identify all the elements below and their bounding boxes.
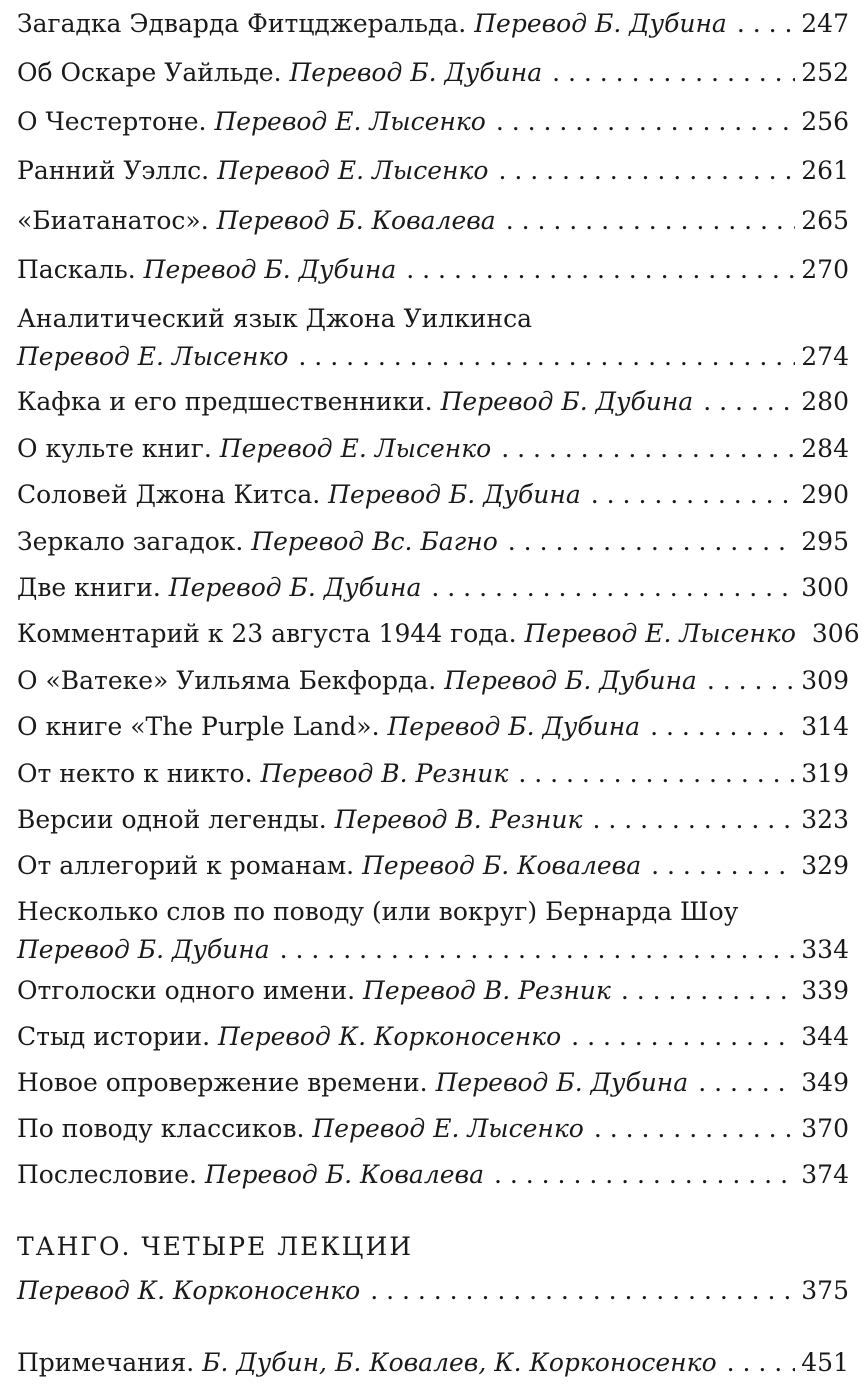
dot-leader <box>651 847 795 885</box>
entry-title: От аллегорий к романам. <box>17 851 355 880</box>
toc-entry-notes <box>17 1344 849 1382</box>
entry-page-number: 284 <box>801 434 849 463</box>
entry-page-number: 314 <box>801 712 849 741</box>
section-heading: ТАНГО. ЧЕТЫРЕ ЛЕКЦИИ <box>17 1232 414 1261</box>
entry-page-number: 319 <box>801 759 849 788</box>
dot-leader <box>496 103 795 141</box>
dot-leader <box>707 662 795 700</box>
entry-page-number: 300 <box>801 573 849 602</box>
toc-entry <box>17 1272 849 1310</box>
entry-translator: Перевод В. Резник <box>363 976 611 1005</box>
dot-leader <box>650 708 795 746</box>
toc-entry <box>17 662 849 700</box>
entry-title: О «Ватеке» Уильяма Бекфорда. <box>17 666 437 695</box>
dot-leader <box>406 251 795 289</box>
dot-leader <box>737 5 795 43</box>
dot-leader <box>431 569 795 607</box>
entry-page-number: 256 <box>801 107 849 136</box>
entry-page-number: 344 <box>801 1022 849 1051</box>
entry-page-number: 290 <box>801 480 849 509</box>
entry-title: Об Оскаре Уайльде. <box>17 58 282 87</box>
entry-title: От некто к никто. <box>17 759 253 788</box>
entry-title: Паскаль. <box>17 255 136 284</box>
entry-page-number: 247 <box>801 9 849 38</box>
dot-leader <box>698 1064 795 1102</box>
toc-entry <box>17 847 849 885</box>
entry-translator: Перевод Вс. Багно <box>251 527 498 556</box>
entry-translator: Перевод Е. Лысенко <box>217 156 489 185</box>
toc-entry <box>17 251 849 289</box>
entry-page-number: 451 <box>801 1348 849 1377</box>
entry-translator: Перевод Б. Дубина <box>440 387 694 416</box>
entry-translator: Перевод Б. Дубина <box>143 255 397 284</box>
dot-leader <box>494 1156 795 1194</box>
entry-title: Примечания. <box>17 1348 195 1377</box>
entry-title: Зеркало загадок. <box>17 527 244 556</box>
toc-entry <box>17 54 849 92</box>
entry-translator: Перевод Б. Дубина <box>387 712 641 741</box>
entry-title: Версии одной легенды. <box>17 805 327 834</box>
dot-leader <box>370 1272 795 1310</box>
entry-page-number: 265 <box>801 206 849 235</box>
entry-page-number: 339 <box>801 976 849 1005</box>
entry-title: О культе книг. <box>17 434 212 463</box>
toc-entry <box>17 300 849 376</box>
entry-title: Кафка и его предшественники. <box>17 387 433 416</box>
toc-entry <box>17 893 849 969</box>
entry-translator: Перевод Б. Дубина <box>168 573 422 602</box>
toc-entry <box>17 1156 849 1194</box>
dot-leader <box>594 1110 795 1148</box>
toc-entry <box>17 202 849 240</box>
entry-translator: Перевод Е. Лысенко <box>219 434 492 463</box>
entry-translator: Перевод Б. Дубина <box>474 9 727 38</box>
toc-entry <box>17 569 849 607</box>
entry-translator: Перевод Е. Лысенко <box>312 1114 584 1143</box>
entry-authors: Б. Дубин, Б. Ковалев, К. Корконосенко <box>202 1348 717 1377</box>
entry-title: Аналитический язык Джона Уилкинса <box>17 304 532 333</box>
toc-entry <box>17 615 860 653</box>
entry-title: Загадка Эдварда Фитцджеральда. <box>17 9 467 38</box>
entry-translator: Перевод Б. Ковалева <box>362 851 642 880</box>
toc-entry <box>17 523 849 561</box>
toc-entry <box>17 1018 849 1056</box>
entry-title: Стыд истории. <box>17 1022 211 1051</box>
toc-entry <box>17 801 849 839</box>
entry-page-number: 349 <box>801 1068 849 1097</box>
entry-title: О Честертоне. <box>17 107 207 136</box>
dot-leader <box>727 1344 796 1382</box>
entry-page-number: 370 <box>801 1114 849 1143</box>
entry-title: Ранний Уэллс. <box>17 156 210 185</box>
toc-entry <box>17 755 849 793</box>
entry-title: По поводу классиков. <box>17 1114 305 1143</box>
entry-translator: Перевод Б. Дубина <box>435 1068 689 1097</box>
toc-entry <box>17 476 849 514</box>
entry-page-number: 374 <box>801 1160 849 1189</box>
dot-leader <box>506 202 796 240</box>
entry-page-number: 295 <box>801 527 849 556</box>
dot-leader <box>501 430 795 468</box>
dot-leader <box>518 755 795 793</box>
entry-page-number: 334 <box>801 935 849 964</box>
dot-leader <box>591 476 796 514</box>
entry-title: О книге «The Purple Land». <box>17 712 380 741</box>
dot-leader <box>552 54 795 92</box>
dot-leader <box>280 931 796 969</box>
toc-entry <box>17 708 849 746</box>
entry-translator: Перевод Е. Лысенко <box>17 342 289 371</box>
dot-leader <box>508 523 796 561</box>
entry-page-number: 323 <box>801 805 849 834</box>
entry-title: «Биатанатос». <box>17 206 209 235</box>
entry-page-number: 375 <box>801 1276 849 1305</box>
toc-entry <box>17 1110 849 1148</box>
entry-page-number: 274 <box>801 342 849 371</box>
toc-entry <box>17 430 849 468</box>
entry-title: Послесловие. <box>17 1160 197 1189</box>
entry-page-number: 261 <box>801 156 849 185</box>
toc-entry <box>17 5 849 43</box>
dot-leader <box>571 1018 795 1056</box>
entry-page-number: 306 <box>811 619 860 648</box>
entry-translator: Перевод Б. Ковалева <box>204 1160 484 1189</box>
toc-entry <box>17 103 849 141</box>
toc-entry <box>17 972 849 1010</box>
entry-translator: Перевод Б. Дубина <box>17 935 270 964</box>
entry-page-number: 329 <box>801 851 849 880</box>
entry-translator: Перевод В. Резник <box>334 805 583 834</box>
entry-title: Новое опровержение времени. <box>17 1068 428 1097</box>
toc-entry <box>17 383 849 421</box>
entry-translator: Перевод Е. Лысенко <box>524 619 796 648</box>
entry-page-number: 270 <box>801 255 849 284</box>
table-of-contents <box>17 0 860 1388</box>
entry-translator: Перевод Е. Лысенко <box>214 107 486 136</box>
entry-translator: Перевод Б. Дубина <box>444 666 697 695</box>
entry-translator: Перевод Б. Дубина <box>328 480 581 509</box>
entry-title: Две книги. <box>17 573 161 602</box>
toc-entry <box>17 1064 849 1102</box>
entry-title: Отголоски одного имени. <box>17 976 356 1005</box>
entry-translator: Перевод К. Корконосенко <box>217 1022 562 1051</box>
entry-page-number: 280 <box>801 387 849 416</box>
entry-page-number: 252 <box>801 58 849 87</box>
entry-translator: Перевод В. Резник <box>260 759 509 788</box>
entry-translator: Перевод Б. Дубина <box>289 58 543 87</box>
entry-title: Несколько слов по поводу (или вокруг) Бернарда Шоу <box>17 897 739 926</box>
dot-leader <box>498 152 795 190</box>
entry-translator: Перевод Б. Ковалева <box>216 206 496 235</box>
entry-title: Соловей Джона Китса. <box>17 480 321 509</box>
dot-leader <box>592 801 795 839</box>
dot-leader <box>703 383 795 421</box>
toc-entry <box>17 152 849 190</box>
entry-page-number: 309 <box>801 666 849 695</box>
dot-leader <box>298 338 795 376</box>
entry-translator: Перевод К. Корконосенко <box>17 1276 361 1305</box>
dot-leader <box>621 972 795 1010</box>
entry-title: Комментарий к 23 августа 1944 года. <box>17 619 517 648</box>
